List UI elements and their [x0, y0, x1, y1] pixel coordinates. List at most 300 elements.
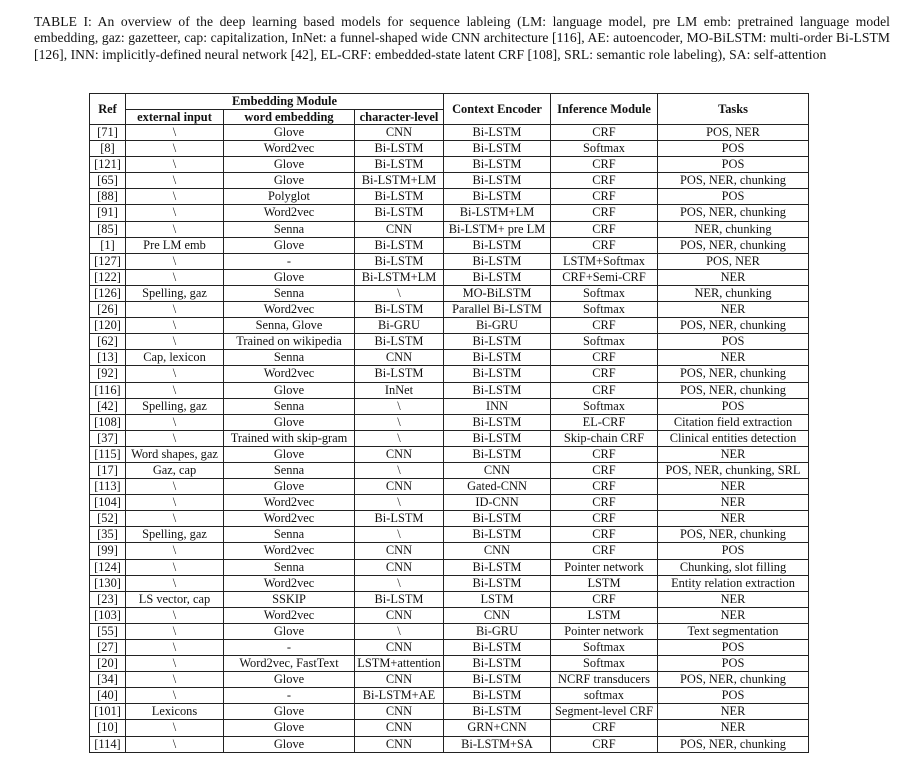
cell-context-encoder: Bi-LSTM — [444, 157, 551, 173]
table-row — [90, 543, 809, 559]
header-context-encoder: Context Encoder — [444, 94, 551, 125]
cell-tasks: Citation field extraction — [658, 414, 809, 430]
cell-tasks: POS, NER, chunking — [658, 366, 809, 382]
header-embedding-module: Embedding Module — [126, 94, 444, 110]
cell-context-encoder: Bi-LSTM — [444, 527, 551, 543]
cell-external-input: \ — [126, 318, 224, 334]
cell-context-encoder: Parallel Bi-LSTM — [444, 302, 551, 318]
table-row — [90, 398, 809, 414]
cell-external-input: Spelling, gaz — [126, 285, 224, 301]
cell-word-embedding: Glove — [224, 672, 355, 688]
cell-external-input: \ — [126, 479, 224, 495]
cell-word-embedding: Senna — [224, 462, 355, 478]
cell-context-encoder: Bi-LSTM — [444, 640, 551, 656]
cell-ref: [26] — [90, 302, 126, 318]
cell-character-level: Bi-LSTM — [355, 253, 444, 269]
models-table-container — [89, 93, 809, 753]
table-row — [90, 302, 809, 318]
header-ref: Ref — [90, 94, 126, 125]
cell-inference-module: Softmax — [551, 302, 658, 318]
cell-ref: [121] — [90, 157, 126, 173]
cell-tasks: POS — [658, 656, 809, 672]
table-row — [90, 414, 809, 430]
cell-word-embedding: Word2vec — [224, 141, 355, 157]
cell-character-level: Bi-GRU — [355, 318, 444, 334]
cell-character-level: Bi-LSTM — [355, 205, 444, 221]
cell-external-input: \ — [126, 221, 224, 237]
cell-ref: [126] — [90, 285, 126, 301]
cell-context-encoder: Bi-LSTM — [444, 688, 551, 704]
cell-tasks: POS — [658, 189, 809, 205]
cell-word-embedding: Glove — [224, 237, 355, 253]
table-row — [90, 527, 809, 543]
cell-ref: [20] — [90, 656, 126, 672]
cell-ref: [62] — [90, 334, 126, 350]
cell-inference-module: CRF — [551, 446, 658, 462]
cell-word-embedding: Glove — [224, 736, 355, 752]
cell-ref: [113] — [90, 479, 126, 495]
table-row — [90, 704, 809, 720]
cell-inference-module: LSTM+Softmax — [551, 253, 658, 269]
cell-tasks: POS, NER — [658, 253, 809, 269]
cell-external-input: Gaz, cap — [126, 462, 224, 478]
cell-inference-module: CRF — [551, 591, 658, 607]
cell-inference-module: Pointer network — [551, 623, 658, 639]
cell-word-embedding: - — [224, 640, 355, 656]
header-external-input: external input — [126, 109, 224, 125]
cell-inference-module: Segment-level CRF — [551, 704, 658, 720]
cell-ref: [101] — [90, 704, 126, 720]
cell-inference-module: CRF — [551, 318, 658, 334]
cell-external-input: \ — [126, 141, 224, 157]
cell-tasks: POS, NER, chunking — [658, 318, 809, 334]
cell-external-input: \ — [126, 672, 224, 688]
table-row — [90, 189, 809, 205]
cell-tasks: NER — [658, 607, 809, 623]
cell-character-level: CNN — [355, 543, 444, 559]
table-row — [90, 430, 809, 446]
table-row — [90, 736, 809, 752]
cell-context-encoder: Bi-LSTM — [444, 575, 551, 591]
cell-context-encoder: Bi-LSTM — [444, 269, 551, 285]
cell-external-input: \ — [126, 607, 224, 623]
table-row — [90, 366, 809, 382]
cell-inference-module: Softmax — [551, 334, 658, 350]
cell-external-input: \ — [126, 640, 224, 656]
table-row — [90, 446, 809, 462]
cell-context-encoder: CNN — [444, 607, 551, 623]
cell-tasks: Chunking, slot filling — [658, 559, 809, 575]
cell-tasks: POS — [658, 334, 809, 350]
cell-character-level: CNN — [355, 736, 444, 752]
cell-ref: [127] — [90, 253, 126, 269]
cell-external-input: Word shapes, gaz — [126, 446, 224, 462]
header-inference-module: Inference Module — [551, 94, 658, 125]
cell-character-level: CNN — [355, 221, 444, 237]
cell-context-encoder: Bi-LSTM — [444, 141, 551, 157]
cell-external-input: \ — [126, 720, 224, 736]
cell-context-encoder: Bi-LSTM — [444, 125, 551, 141]
cell-context-encoder: LSTM — [444, 591, 551, 607]
cell-tasks: NER — [658, 720, 809, 736]
cell-word-embedding: Glove — [224, 173, 355, 189]
cell-tasks: NER — [658, 350, 809, 366]
cell-external-input: \ — [126, 688, 224, 704]
table-row — [90, 591, 809, 607]
cell-tasks: Text segmentation — [658, 623, 809, 639]
cell-context-encoder: Bi-LSTM — [444, 334, 551, 350]
cell-word-embedding: Word2vec — [224, 575, 355, 591]
cell-external-input: Spelling, gaz — [126, 398, 224, 414]
cell-ref: [103] — [90, 607, 126, 623]
cell-context-encoder: Bi-LSTM+LM — [444, 205, 551, 221]
cell-context-encoder: Bi-LSTM — [444, 656, 551, 672]
cell-inference-module: softmax — [551, 688, 658, 704]
cell-ref: [34] — [90, 672, 126, 688]
cell-character-level: CNN — [355, 559, 444, 575]
cell-inference-module: CRF — [551, 237, 658, 253]
cell-word-embedding: Senna — [224, 285, 355, 301]
cell-inference-module: CRF — [551, 543, 658, 559]
cell-character-level: CNN — [355, 720, 444, 736]
cell-external-input: \ — [126, 656, 224, 672]
cell-external-input: \ — [126, 511, 224, 527]
cell-character-level: Bi-LSTM — [355, 334, 444, 350]
cell-inference-module: Softmax — [551, 656, 658, 672]
cell-character-level: \ — [355, 430, 444, 446]
cell-word-embedding: Trained with skip-gram — [224, 430, 355, 446]
table-row — [90, 672, 809, 688]
cell-word-embedding: Glove — [224, 623, 355, 639]
cell-context-encoder: Bi-LSTM — [444, 253, 551, 269]
cell-ref: [91] — [90, 205, 126, 221]
models-table — [89, 93, 809, 753]
cell-tasks: Entity relation extraction — [658, 575, 809, 591]
cell-external-input: \ — [126, 189, 224, 205]
cell-inference-module: CRF — [551, 462, 658, 478]
table-row — [90, 253, 809, 269]
table-row — [90, 479, 809, 495]
cell-context-encoder: Bi-GRU — [444, 318, 551, 334]
cell-inference-module: LSTM — [551, 575, 658, 591]
cell-tasks: NER — [658, 446, 809, 462]
table-row — [90, 688, 809, 704]
cell-ref: [114] — [90, 736, 126, 752]
cell-inference-module: LSTM — [551, 607, 658, 623]
cell-inference-module: CRF — [551, 382, 658, 398]
cell-tasks: POS — [658, 157, 809, 173]
cell-character-level: CNN — [355, 446, 444, 462]
cell-character-level: Bi-LSTM+LM — [355, 269, 444, 285]
table-row — [90, 511, 809, 527]
cell-word-embedding: Word2vec — [224, 495, 355, 511]
cell-inference-module: CRF — [551, 189, 658, 205]
table-row — [90, 559, 809, 575]
cell-context-encoder: Bi-LSTM — [444, 559, 551, 575]
cell-external-input: \ — [126, 559, 224, 575]
table-row — [90, 495, 809, 511]
cell-external-input: \ — [126, 430, 224, 446]
cell-character-level: Bi-LSTM+AE — [355, 688, 444, 704]
cell-word-embedding: Senna — [224, 398, 355, 414]
cell-external-input: \ — [126, 543, 224, 559]
cell-character-level: CNN — [355, 479, 444, 495]
cell-tasks: POS, NER, chunking — [658, 173, 809, 189]
cell-external-input: \ — [126, 157, 224, 173]
cell-inference-module: CRF — [551, 350, 658, 366]
cell-external-input: LS vector, cap — [126, 591, 224, 607]
cell-ref: [115] — [90, 446, 126, 462]
table-body — [90, 125, 809, 753]
cell-inference-module: Softmax — [551, 141, 658, 157]
cell-character-level: Bi-LSTM — [355, 141, 444, 157]
cell-word-embedding: Trained on wikipedia — [224, 334, 355, 350]
cell-external-input: Cap, lexicon — [126, 350, 224, 366]
cell-ref: [120] — [90, 318, 126, 334]
cell-tasks: POS, NER, chunking — [658, 672, 809, 688]
cell-external-input: \ — [126, 736, 224, 752]
cell-ref: [23] — [90, 591, 126, 607]
table-row — [90, 318, 809, 334]
cell-context-encoder: Bi-LSTM — [444, 511, 551, 527]
cell-tasks: NER — [658, 511, 809, 527]
cell-context-encoder: Bi-GRU — [444, 623, 551, 639]
cell-context-encoder: Bi-LSTM — [444, 672, 551, 688]
cell-ref: [8] — [90, 141, 126, 157]
cell-character-level: Bi-LSTM — [355, 237, 444, 253]
cell-word-embedding: Glove — [224, 704, 355, 720]
cell-external-input: \ — [126, 575, 224, 591]
cell-character-level: Bi-LSTM — [355, 189, 444, 205]
header-word-embedding: word embedding — [224, 109, 355, 125]
cell-character-level: InNet — [355, 382, 444, 398]
cell-context-encoder: MO-BiLSTM — [444, 285, 551, 301]
cell-word-embedding: - — [224, 253, 355, 269]
cell-inference-module: CRF — [551, 125, 658, 141]
cell-inference-module: CRF — [551, 157, 658, 173]
table-row — [90, 221, 809, 237]
cell-tasks: POS — [658, 141, 809, 157]
cell-word-embedding: Glove — [224, 125, 355, 141]
cell-ref: [85] — [90, 221, 126, 237]
cell-character-level: Bi-LSTM — [355, 366, 444, 382]
cell-character-level: Bi-LSTM — [355, 591, 444, 607]
cell-context-encoder: Bi-LSTM+ pre LM — [444, 221, 551, 237]
cell-tasks: POS, NER, chunking — [658, 736, 809, 752]
cell-word-embedding: - — [224, 688, 355, 704]
cell-context-encoder: CNN — [444, 462, 551, 478]
table-row — [90, 640, 809, 656]
cell-inference-module: CRF — [551, 720, 658, 736]
table-row — [90, 157, 809, 173]
cell-inference-module: Softmax — [551, 398, 658, 414]
cell-context-encoder: ID-CNN — [444, 495, 551, 511]
cell-external-input: \ — [126, 414, 224, 430]
cell-tasks: POS — [658, 543, 809, 559]
table-row — [90, 285, 809, 301]
cell-character-level: CNN — [355, 704, 444, 720]
cell-word-embedding: Glove — [224, 446, 355, 462]
cell-tasks: NER — [658, 479, 809, 495]
cell-word-embedding: Senna — [224, 559, 355, 575]
cell-inference-module: CRF — [551, 173, 658, 189]
cell-word-embedding: Senna, Glove — [224, 318, 355, 334]
cell-word-embedding: Word2vec — [224, 302, 355, 318]
cell-ref: [116] — [90, 382, 126, 398]
cell-word-embedding: Word2vec — [224, 543, 355, 559]
cell-ref: [17] — [90, 462, 126, 478]
cell-ref: [10] — [90, 720, 126, 736]
cell-ref: [52] — [90, 511, 126, 527]
cell-word-embedding: Glove — [224, 382, 355, 398]
table-row — [90, 125, 809, 141]
cell-character-level: CNN — [355, 607, 444, 623]
cell-tasks: POS, NER, chunking, SRL — [658, 462, 809, 478]
cell-external-input: \ — [126, 205, 224, 221]
cell-context-encoder: Bi-LSTM — [444, 446, 551, 462]
cell-inference-module: NCRF transducers — [551, 672, 658, 688]
cell-ref: [124] — [90, 559, 126, 575]
cell-tasks: NER — [658, 591, 809, 607]
table-row — [90, 382, 809, 398]
cell-character-level: Bi-LSTM+LM — [355, 173, 444, 189]
cell-ref: [130] — [90, 575, 126, 591]
table-row — [90, 237, 809, 253]
header-character-level: character-level — [355, 109, 444, 125]
cell-context-encoder: Bi-LSTM — [444, 237, 551, 253]
cell-ref: [92] — [90, 366, 126, 382]
cell-character-level: CNN — [355, 672, 444, 688]
cell-word-embedding: Glove — [224, 269, 355, 285]
cell-inference-module: CRF — [551, 205, 658, 221]
cell-tasks: POS, NER, chunking — [658, 382, 809, 398]
cell-character-level: CNN — [355, 125, 444, 141]
cell-tasks: NER, chunking — [658, 285, 809, 301]
table-row — [90, 334, 809, 350]
cell-character-level: \ — [355, 398, 444, 414]
cell-ref: [88] — [90, 189, 126, 205]
cell-external-input: \ — [126, 173, 224, 189]
cell-word-embedding: Word2vec, FastText — [224, 656, 355, 672]
cell-inference-module: Softmax — [551, 285, 658, 301]
cell-inference-module: Pointer network — [551, 559, 658, 575]
table-caption: TABLE I: An overview of the deep learning based models for sequence lableing (LM: language model, pre LM emb: pretrained language model embedding, gaz: gazetteer, cap: capitalization, InNet: a funnel-shaped wide CNN architecture [116], AE: autoencoder, MO-BiLSTM: multi-order Bi-LSTM [126], INN: implicitly-defined neural network [42], EL-CRF: embedded-state latent CRF [108], SRL: semantic role labeling), SA: self-attention — [34, 14, 890, 62]
table-row — [90, 656, 809, 672]
cell-context-encoder: GRN+CNN — [444, 720, 551, 736]
cell-character-level: CNN — [355, 640, 444, 656]
cell-context-encoder: INN — [444, 398, 551, 414]
cell-word-embedding: Word2vec — [224, 511, 355, 527]
cell-context-encoder: Bi-LSTM — [444, 430, 551, 446]
cell-word-embedding: Word2vec — [224, 607, 355, 623]
cell-character-level: \ — [355, 575, 444, 591]
cell-inference-module: CRF — [551, 366, 658, 382]
cell-tasks: POS, NER — [658, 125, 809, 141]
cell-word-embedding: Glove — [224, 157, 355, 173]
cell-tasks: POS, NER, chunking — [658, 237, 809, 253]
table-row — [90, 141, 809, 157]
cell-external-input: \ — [126, 382, 224, 398]
cell-tasks: Clinical entities detection — [658, 430, 809, 446]
table-row — [90, 720, 809, 736]
cell-word-embedding: SSKIP — [224, 591, 355, 607]
cell-external-input: \ — [126, 334, 224, 350]
cell-ref: [122] — [90, 269, 126, 285]
cell-inference-module: CRF — [551, 511, 658, 527]
cell-external-input: Pre LM emb — [126, 237, 224, 253]
table-row — [90, 205, 809, 221]
cell-tasks: POS — [658, 640, 809, 656]
cell-external-input: \ — [126, 125, 224, 141]
cell-tasks: POS, NER, chunking — [658, 205, 809, 221]
cell-external-input: \ — [126, 495, 224, 511]
cell-tasks: POS — [658, 688, 809, 704]
cell-inference-module: CRF+Semi-CRF — [551, 269, 658, 285]
cell-character-level: Bi-LSTM — [355, 302, 444, 318]
cell-inference-module: CRF — [551, 221, 658, 237]
cell-word-embedding: Polyglot — [224, 189, 355, 205]
cell-tasks: NER — [658, 704, 809, 720]
cell-word-embedding: Glove — [224, 479, 355, 495]
table-row — [90, 575, 809, 591]
cell-ref: [40] — [90, 688, 126, 704]
table-row — [90, 350, 809, 366]
cell-ref: [42] — [90, 398, 126, 414]
cell-context-encoder: Gated-CNN — [444, 479, 551, 495]
cell-word-embedding: Senna — [224, 527, 355, 543]
cell-external-input: \ — [126, 269, 224, 285]
cell-tasks: NER — [658, 302, 809, 318]
cell-ref: [65] — [90, 173, 126, 189]
cell-ref: [37] — [90, 430, 126, 446]
cell-word-embedding: Senna — [224, 350, 355, 366]
table-row — [90, 623, 809, 639]
cell-tasks: NER — [658, 269, 809, 285]
cell-external-input: Lexicons — [126, 704, 224, 720]
header-tasks: Tasks — [658, 94, 809, 125]
cell-character-level: LSTM+attention — [355, 656, 444, 672]
cell-context-encoder: CNN — [444, 543, 551, 559]
cell-context-encoder: Bi-LSTM — [444, 350, 551, 366]
cell-character-level: \ — [355, 414, 444, 430]
cell-word-embedding: Glove — [224, 720, 355, 736]
cell-inference-module: EL-CRF — [551, 414, 658, 430]
cell-context-encoder: Bi-LSTM — [444, 704, 551, 720]
cell-word-embedding: Word2vec — [224, 366, 355, 382]
cell-ref: [35] — [90, 527, 126, 543]
cell-ref: [104] — [90, 495, 126, 511]
cell-ref: [27] — [90, 640, 126, 656]
cell-tasks: POS — [658, 398, 809, 414]
cell-word-embedding: Word2vec — [224, 205, 355, 221]
cell-character-level: CNN — [355, 350, 444, 366]
cell-external-input: Spelling, gaz — [126, 527, 224, 543]
cell-context-encoder: Bi-LSTM — [444, 189, 551, 205]
cell-character-level: \ — [355, 623, 444, 639]
table-row — [90, 462, 809, 478]
cell-character-level: \ — [355, 462, 444, 478]
cell-external-input: \ — [126, 302, 224, 318]
cell-ref: [55] — [90, 623, 126, 639]
cell-character-level: \ — [355, 527, 444, 543]
cell-tasks: POS, NER, chunking — [658, 527, 809, 543]
table-row — [90, 173, 809, 189]
cell-tasks: NER, chunking — [658, 221, 809, 237]
cell-external-input: \ — [126, 253, 224, 269]
cell-character-level: Bi-LSTM — [355, 511, 444, 527]
cell-tasks: NER — [658, 495, 809, 511]
cell-inference-module: CRF — [551, 479, 658, 495]
